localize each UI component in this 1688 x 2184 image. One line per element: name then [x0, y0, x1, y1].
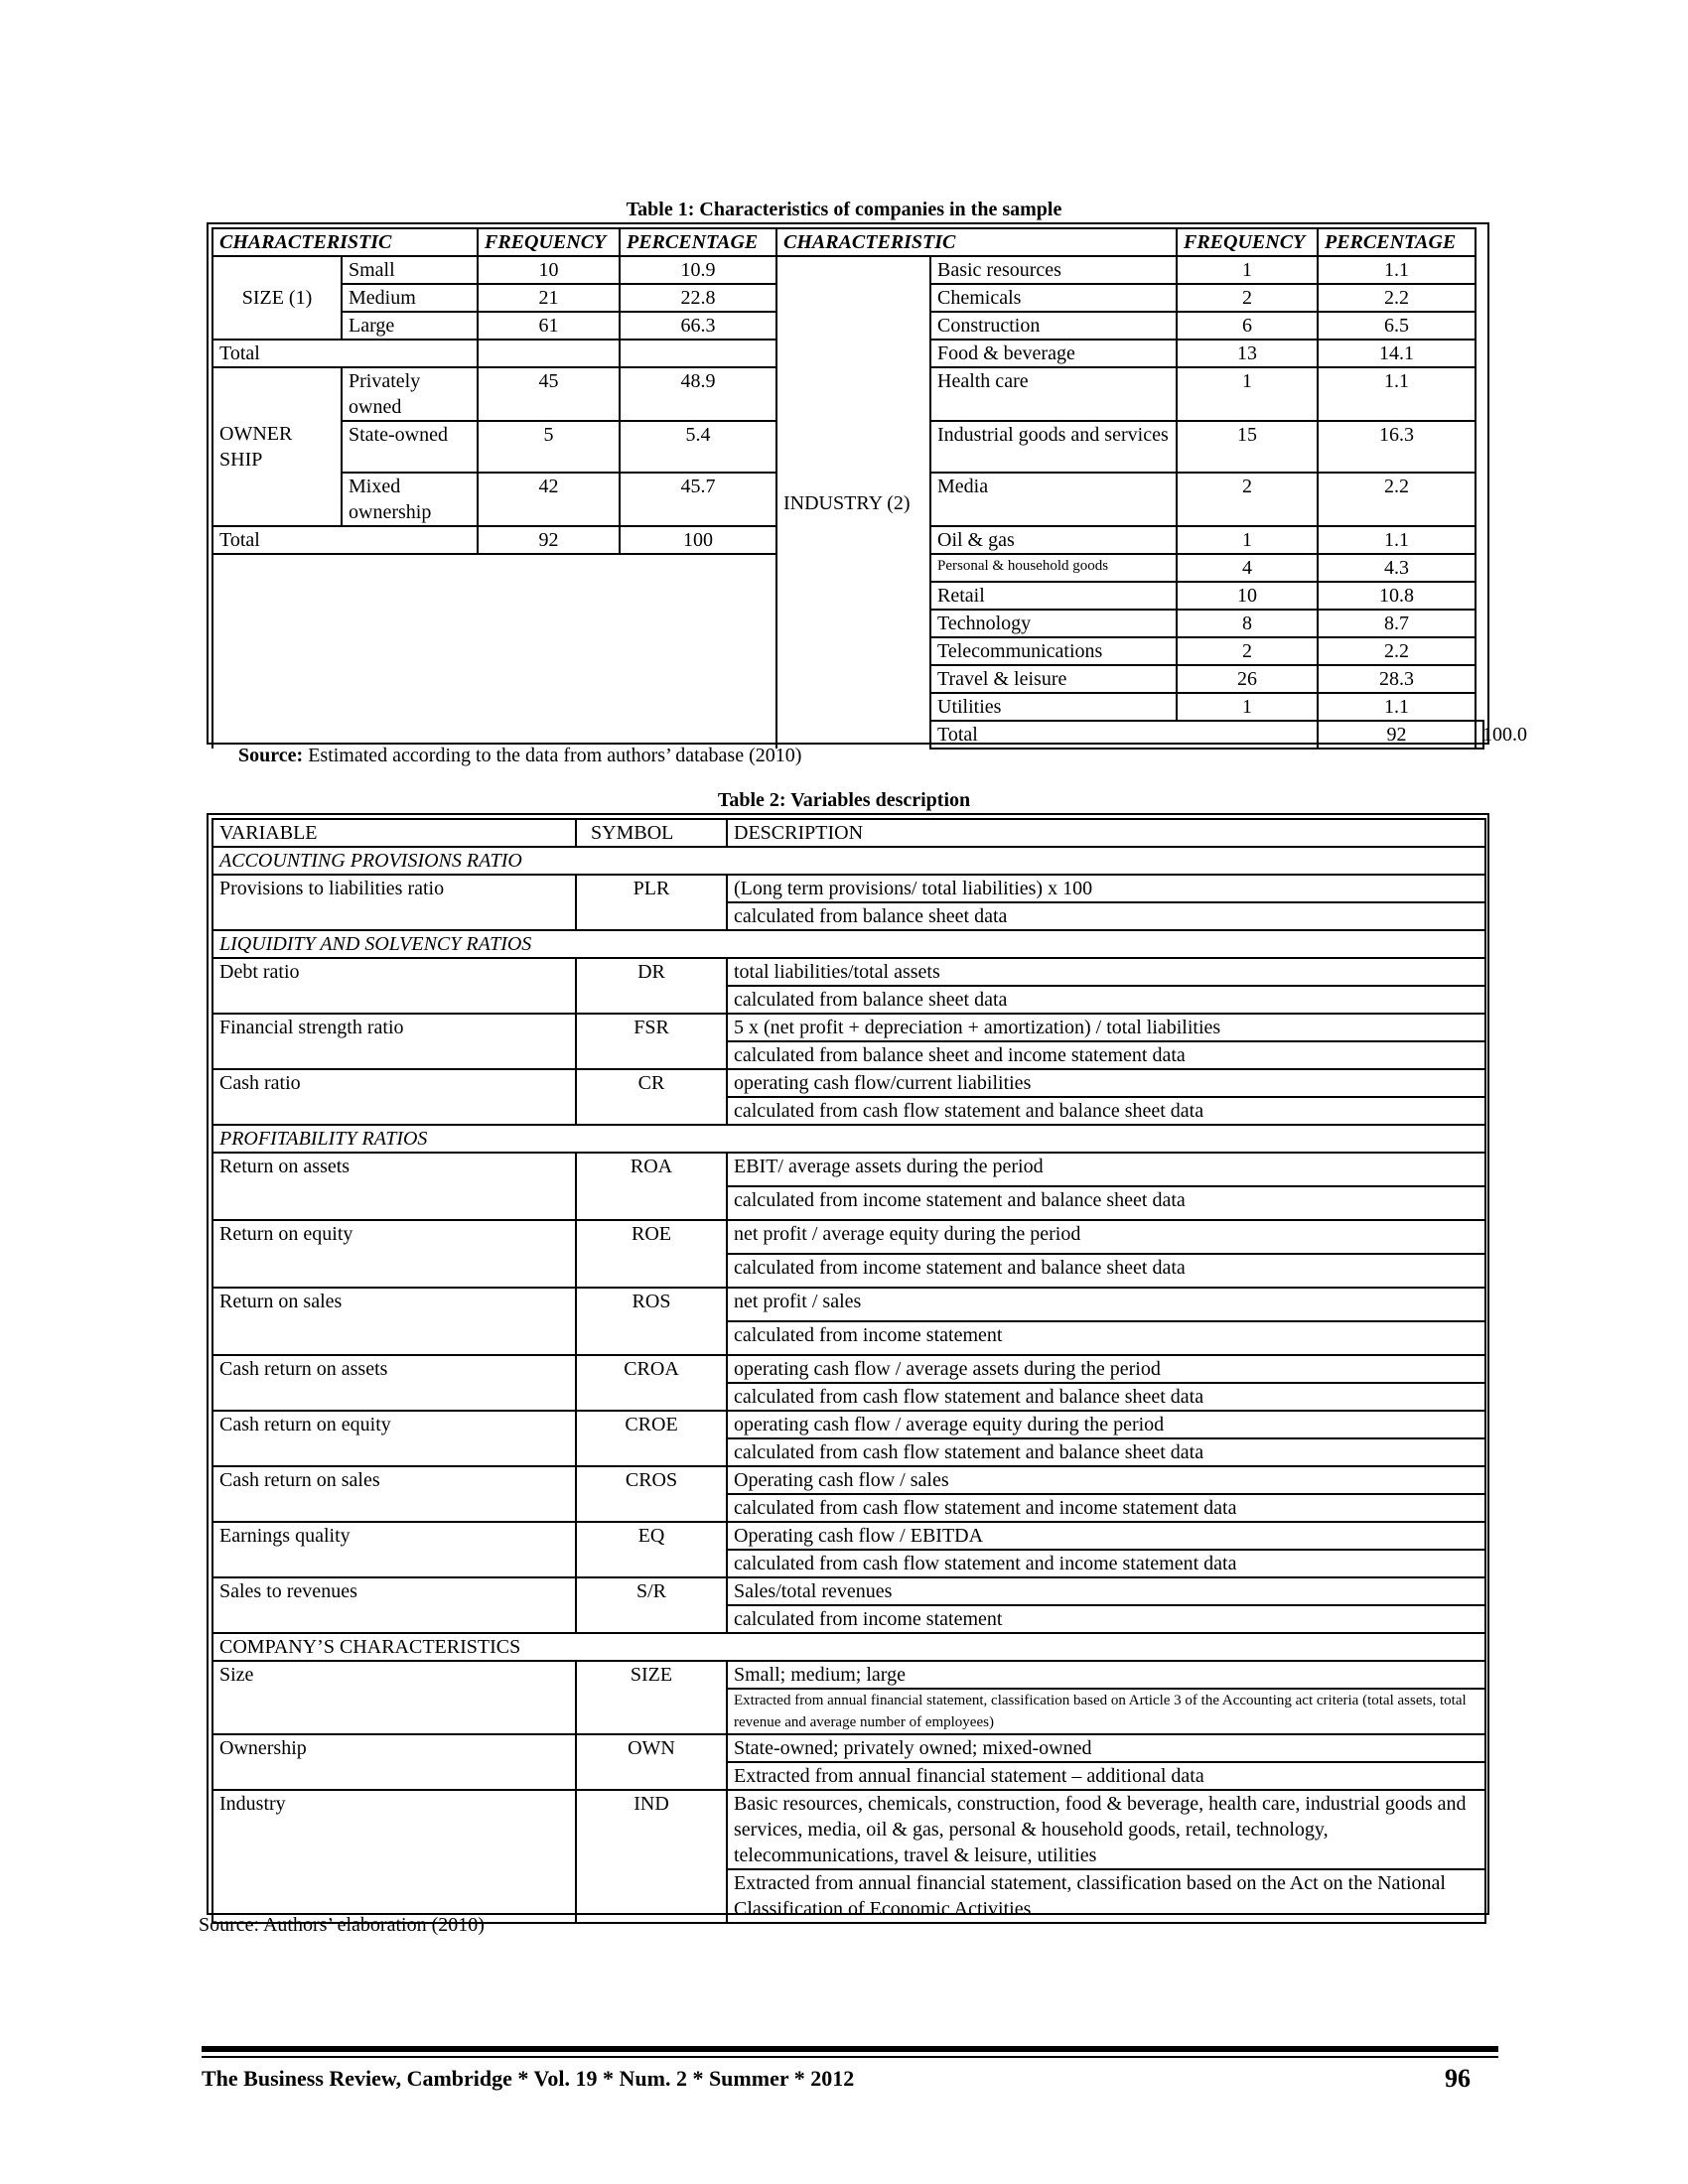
section-liquidity: LIQUIDITY AND SOLVENCY RATIOS [212, 930, 1485, 958]
variable-name: Return on equity [212, 1220, 576, 1288]
industry-pct: 10.8 [1318, 582, 1476, 610]
variable-symbol: OWN [576, 1734, 727, 1790]
variable-formula: net profit / sales [727, 1288, 1485, 1321]
industry-label: Construction [930, 312, 1177, 340]
variable-source: calculated from income statement [727, 1321, 1485, 1355]
industry-label: Food & beverage [930, 340, 1177, 367]
variable-symbol: DR [576, 958, 727, 1014]
variable-name: Return on assets [212, 1153, 576, 1220]
ownership-group-label: OWNER SHIP [212, 367, 342, 526]
variable-source: calculated from income statement and balance sheet data [727, 1186, 1485, 1220]
header-frequency-right: FREQUENCY [1177, 228, 1318, 256]
variable-symbol: SIZE [576, 1661, 727, 1734]
variable-source: Extracted from annual financial statement, classification based on Article 3 of the Accounting act criteria (total assets, total revenue and average number of employees) [727, 1689, 1485, 1734]
variable-source: calculated from income statement [727, 1605, 1485, 1633]
footer-rule [202, 2046, 1498, 2052]
variable-symbol: EQ [576, 1522, 727, 1577]
industry-label: Travel & leisure [930, 665, 1177, 693]
industry-freq: 1 [1177, 367, 1318, 421]
size-pct: 22.8 [620, 284, 776, 312]
header-characteristic-left: CHARACTERISTIC [212, 228, 478, 256]
variable-name: Industry [212, 1790, 576, 1923]
variable-formula: Sales/total revenues [727, 1577, 1485, 1605]
ownership-label: State-owned [342, 421, 478, 473]
size-label: Small [342, 256, 478, 284]
variable-source: calculated from cash flow statement and income statement data [727, 1494, 1485, 1522]
size-freq: 21 [478, 284, 620, 312]
industry-pct: 16.3 [1318, 421, 1476, 473]
table1-caption: Table 1: Characteristics of companies in the sample [626, 199, 1062, 220]
variable-name: Return on sales [212, 1288, 576, 1355]
industry-freq: 1 [1177, 693, 1318, 721]
industry-label: Personal & household goods [930, 554, 1177, 582]
variable-source: calculated from cash flow statement and balance sheet data [727, 1097, 1485, 1125]
variable-formula: Small; medium; large [727, 1661, 1485, 1689]
ownership-freq: 5 [478, 421, 620, 473]
industry-freq: 2 [1177, 284, 1318, 312]
variable-name: Earnings quality [212, 1522, 576, 1577]
size-label: Medium [342, 284, 478, 312]
variable-source: Extracted from annual financial statement – additional data [727, 1762, 1485, 1790]
industry-freq: 13 [1177, 340, 1318, 367]
header-frequency-left: FREQUENCY [478, 228, 620, 256]
industry-freq: 2 [1177, 637, 1318, 665]
variable-name: Cash return on equity [212, 1411, 576, 1466]
industry-pct: 1.1 [1318, 693, 1476, 721]
variable-symbol: FSR [576, 1014, 727, 1069]
section-accounting: ACCOUNTING PROVISIONS RATIO [212, 847, 1485, 875]
industry-pct: 2.2 [1318, 637, 1476, 665]
industry-pct: 1.1 [1318, 256, 1476, 284]
ownership-pct: 48.9 [620, 367, 776, 421]
industry-label: Media [930, 473, 1177, 526]
ownership-total-pct: 100 [620, 526, 776, 554]
page-number: 96 [1445, 2064, 1471, 2093]
variable-formula: operating cash flow / average equity during the period [727, 1411, 1485, 1438]
size-group-label: SIZE (1) [212, 256, 342, 340]
variable-source: calculated from cash flow statement and balance sheet data [727, 1438, 1485, 1466]
industry-group-label: INDUSTRY (2) [776, 256, 930, 749]
variable-symbol: ROE [576, 1220, 727, 1288]
variable-symbol: ROA [576, 1153, 727, 1220]
industry-pct: 4.3 [1318, 554, 1476, 582]
variable-symbol: S/R [576, 1577, 727, 1633]
ownership-pct: 5.4 [620, 421, 776, 473]
size-pct: 66.3 [620, 312, 776, 340]
industry-pct: 1.1 [1318, 367, 1476, 421]
footer-rule-thin [202, 2056, 1498, 2058]
ownership-freq: 45 [478, 367, 620, 421]
table1 [207, 222, 1527, 746]
variable-formula: EBIT/ average assets during the period [727, 1153, 1485, 1186]
industry-pct: 6.5 [1318, 312, 1476, 340]
table1-source: Source: Estimated according to the data from authors’ database (2010) [238, 745, 802, 766]
industry-freq: 1 [1177, 526, 1318, 554]
header-symbol: SYMBOL [576, 819, 727, 847]
variable-name: Size [212, 1661, 576, 1734]
variable-source: calculated from cash flow statement and income statement data [727, 1550, 1485, 1577]
size-total-label: Total [212, 340, 478, 367]
variable-formula: State-owned; privately owned; mixed-owned [727, 1734, 1485, 1762]
variable-name: Cash ratio [212, 1069, 576, 1125]
industry-pct: 8.7 [1318, 610, 1476, 637]
industry-label: Industrial goods and services [930, 421, 1177, 473]
size-freq: 10 [478, 256, 620, 284]
table2 [207, 813, 1489, 1920]
industry-freq: 26 [1177, 665, 1318, 693]
variable-source: calculated from income statement and balance sheet data [727, 1254, 1485, 1288]
variable-symbol: IND [576, 1790, 727, 1923]
industry-label: Oil & gas [930, 526, 1177, 554]
table2-source: Source: Authors’ elaboration (2010) [199, 1914, 485, 1936]
variable-source: calculated from balance sheet and income statement data [727, 1041, 1485, 1069]
industry-pct: 2.2 [1318, 473, 1476, 526]
variable-source: calculated from balance sheet data [727, 902, 1485, 930]
variable-name: Financial strength ratio [212, 1014, 576, 1069]
table1-empty-area [212, 554, 776, 749]
industry-pct: 1.1 [1318, 526, 1476, 554]
header-percentage-left: PERCENTAGE [620, 228, 776, 256]
size-label: Large [342, 312, 478, 340]
header-percentage-right: PERCENTAGE [1318, 228, 1476, 256]
size-pct: 10.9 [620, 256, 776, 284]
industry-label: Technology [930, 610, 1177, 637]
industry-freq: 1 [1177, 256, 1318, 284]
variable-symbol: CROS [576, 1466, 727, 1522]
variable-name: Sales to revenues [212, 1577, 576, 1633]
variable-formula: operating cash flow/current liabilities [727, 1069, 1485, 1097]
variable-name: Debt ratio [212, 958, 576, 1014]
size-total-freq [478, 340, 620, 367]
header-description: DESCRIPTION [727, 819, 1485, 847]
header-characteristic-right: CHARACTERISTIC [776, 228, 1177, 256]
variable-source: Extracted from annual financial statement, classification based on the Act on the National Classification of Economic Activities [727, 1869, 1485, 1923]
variable-formula: Operating cash flow / sales [727, 1466, 1485, 1494]
ownership-pct: 45.7 [620, 473, 776, 526]
ownership-label: Privately owned [342, 367, 478, 421]
industry-label: Utilities [930, 693, 1177, 721]
variable-symbol: CR [576, 1069, 727, 1125]
variable-symbol: PLR [576, 875, 727, 930]
industry-pct: 2.2 [1318, 284, 1476, 312]
size-total-pct [620, 340, 776, 367]
table2-caption: Table 2: Variables description [717, 789, 971, 811]
ownership-freq: 42 [478, 473, 620, 526]
industry-freq: 8 [1177, 610, 1318, 637]
industry-freq: 15 [1177, 421, 1318, 473]
industry-label: Basic resources [930, 256, 1177, 284]
variable-formula: total liabilities/total assets [727, 958, 1485, 986]
section-profitability: PROFITABILITY RATIOS [212, 1125, 1485, 1153]
industry-freq: 4 [1177, 554, 1318, 582]
variable-name: Provisions to liabilities ratio [212, 875, 576, 930]
variable-formula: operating cash flow / average assets during the period [727, 1355, 1485, 1383]
variable-symbol: ROS [576, 1288, 727, 1355]
industry-pct: 28.3 [1318, 665, 1476, 693]
industry-total-freq: 92 [1318, 721, 1476, 749]
variable-source: calculated from balance sheet data [727, 986, 1485, 1014]
section-company: COMPANY’S CHARACTERISTICS [212, 1633, 1485, 1661]
variable-formula: Basic resources, chemicals, construction, food & beverage, health care, industrial goods and services, media, oil & gas, personal & household goods, retail, technology, telecommunications, travel & leisure, utilities [727, 1790, 1485, 1869]
journal-footer: The Business Review, Cambridge * Vol. 19 * Num. 2 * Summer * 2012 [202, 2066, 855, 2091]
industry-label: Retail [930, 582, 1177, 610]
ownership-label: Mixed ownership [342, 473, 478, 526]
industry-freq: 2 [1177, 473, 1318, 526]
size-freq: 61 [478, 312, 620, 340]
header-variable: VARIABLE [212, 819, 576, 847]
variable-name: Cash return on assets [212, 1355, 576, 1411]
variable-symbol: CROE [576, 1411, 727, 1466]
variable-name: Ownership [212, 1734, 576, 1790]
industry-freq: 6 [1177, 312, 1318, 340]
ownership-total-freq: 92 [478, 526, 620, 554]
variable-source: calculated from cash flow statement and balance sheet data [727, 1383, 1485, 1411]
industry-total-label: Total [930, 721, 1318, 749]
ownership-total-label: Total [212, 526, 478, 554]
industry-freq: 10 [1177, 582, 1318, 610]
variable-formula: (Long term provisions/ total liabilities) x 100 [727, 875, 1485, 902]
variable-formula: Operating cash flow / EBITDA [727, 1522, 1485, 1550]
variable-name: Cash return on sales [212, 1466, 576, 1522]
industry-label: Chemicals [930, 284, 1177, 312]
variable-formula: 5 x (net profit + depreciation + amortization) / total liabilities [727, 1014, 1485, 1041]
industry-total-pct: 100.0 [1476, 721, 1483, 749]
industry-label: Telecommunications [930, 637, 1177, 665]
variable-symbol: CROA [576, 1355, 727, 1411]
variable-formula: net profit / average equity during the period [727, 1220, 1485, 1254]
industry-label: Health care [930, 367, 1177, 421]
industry-pct: 14.1 [1318, 340, 1476, 367]
